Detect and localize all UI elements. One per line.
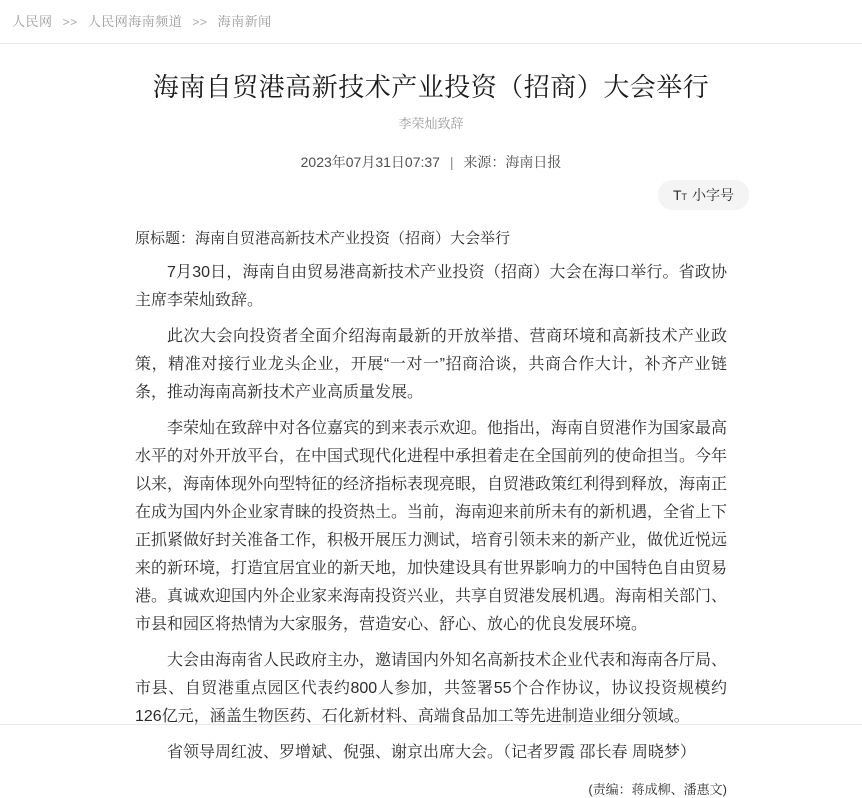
page-title: 海南自贸港高新技术产业投资（招商）大会举行 (152, 72, 710, 102)
article-body (135, 259, 727, 767)
breadcrumb-link-hainan-channel[interactable]: 人民网海南频道 (87, 14, 183, 29)
source-label: 来源： (463, 154, 506, 170)
article-paragraph: 省领导周红波、罗增斌、倪强、谢京出席大会。（记者罗霞 邵长春 周晓梦） (167, 744, 696, 761)
article-paragraph: 李荣灿在致辞中对各位嘉宾的到来表示欢迎。他指出，海南自贸港作为国家最高水平的对外开放平台，在中国式现代化进程中承担着走在全国前列的使命担当。今年以来，海南体现外向型特征的经济指标表现亮眼，自贸港政策红利得到释放，海南正在成为国内外企业家青睐的投资热土。当前，海南迎来前所未有的新机遇，全省上下正抓紧做好封关准备工作，积极开展压力测试，培育引领未来的新产业，做优近悦远来的新环境，打造宜居宜业的新天地，加快建设具有世界影响力的中国特色自由贸易港。真诚欢迎国内外企业家来海南投资兴业，共享自贸港发展机遇。海南相关部门、市县和园区将热情为大家服务，营造安心、舒心、放心的优良发展环境。 (135, 420, 728, 633)
source-name: 海南日报 (505, 154, 562, 170)
article-subtitle: 李荣灿致辞 (398, 116, 464, 131)
article-meta (135, 152, 727, 172)
article-toolbar (135, 180, 749, 210)
header-divider (0, 43, 862, 44)
font-size-icon: TT (672, 187, 687, 203)
article (135, 70, 734, 798)
breadcrumb-link-people[interactable]: 人民网 (12, 14, 53, 29)
breadcrumb (0, 0, 862, 43)
breadcrumb-separator: >> (62, 15, 78, 29)
breadcrumb-separator: >> (192, 15, 208, 29)
small-font-size-button[interactable] (658, 180, 749, 210)
breadcrumb-link-hainan-news[interactable]: 海南新闻 (217, 14, 272, 29)
original-title: 原标题：海南自贸港高新技术产业投资（招商）大会举行 (135, 230, 511, 247)
article-paragraph: 7月30日，海南自由贸易港高新技术产业投资（招商）大会在海口举行。省政协主席李荣灿致辞。 (135, 264, 727, 309)
article-paragraph: 此次大会向投资者全面介绍海南最新的开放举措、营商环境和高新技术产业政策，精准对接行业龙头企业，开展“一对一”招商洽谈，共商合作大计，补齐产业链条，推动海南高新技术产业高质量发展。 (135, 328, 727, 401)
meta-separator: | (449, 154, 454, 170)
font-size-button-label: 小字号 (692, 187, 734, 203)
article-paragraph: 大会由海南省人民政府主办，邀请国内外知名高新技术企业代表和海南各厅局、市县、自贸港重点园区代表约800人参加，共签署55个合作协议，协议投资规模约126亿元，涵盖生物医药、石化新材料、高端食品加工等先进制造业细分领域。 (135, 652, 728, 725)
publish-date: 2023年07月31日07:37 (300, 154, 440, 170)
editors-credit: (责编：蒋成柳、潘惠文) (588, 782, 727, 797)
